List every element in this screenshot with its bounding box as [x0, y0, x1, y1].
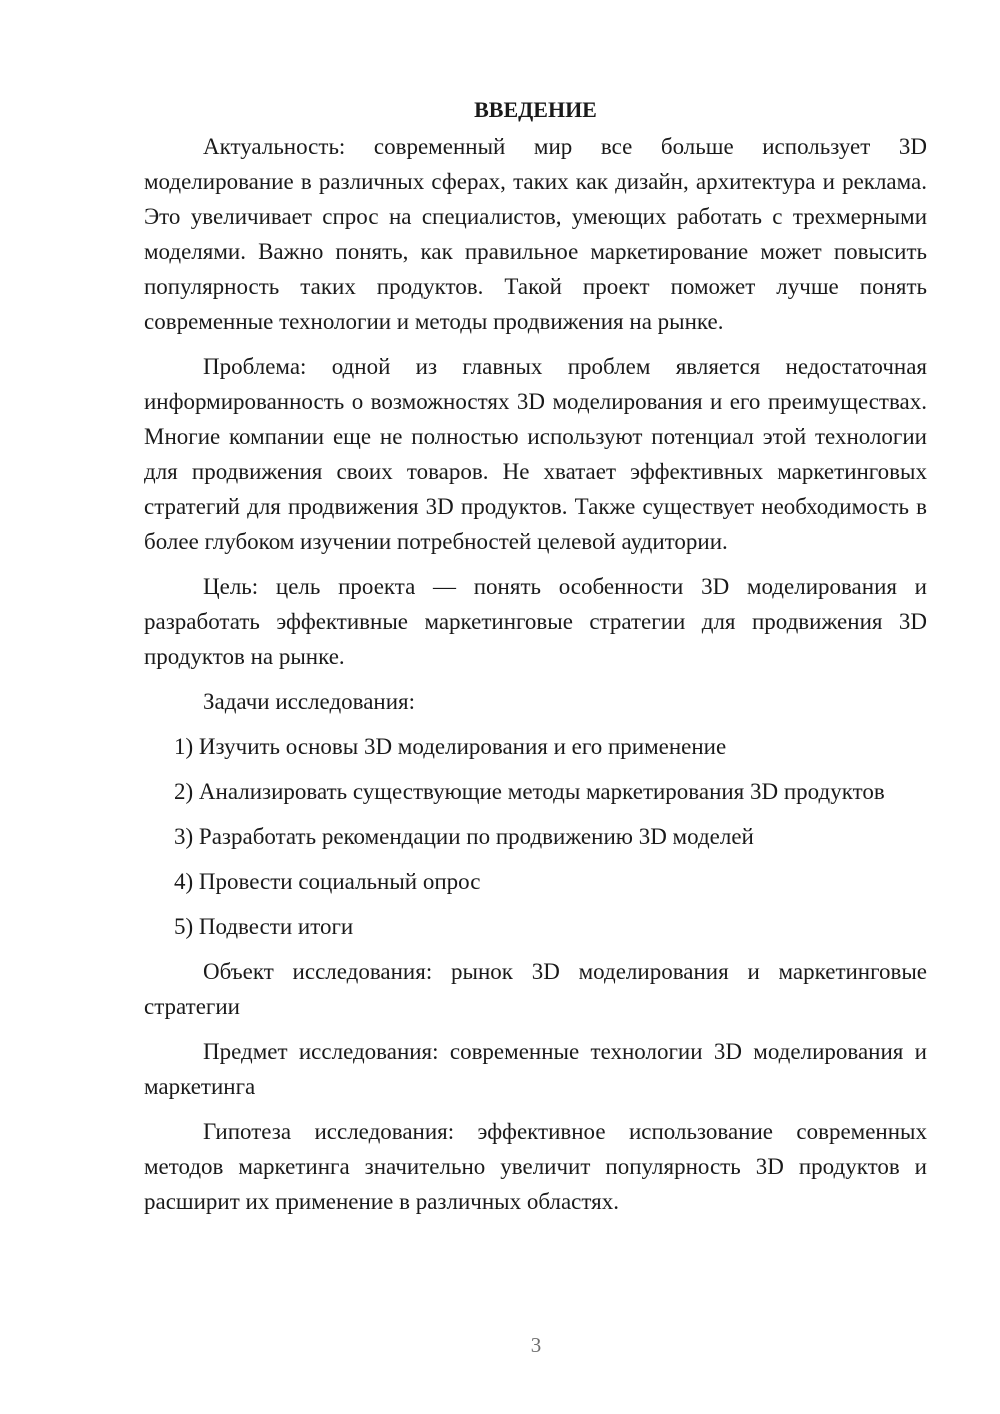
- object-paragraph: Объект исследования: рынок 3D моделирования и маркетинговые стратегии: [144, 959, 927, 1019]
- page-number: 3: [530, 1333, 542, 1357]
- task-item: 5) Подвести итоги: [174, 914, 354, 939]
- problem-paragraph: Проблема: одной из главных проблем является недостаточная информированность о возможностях 3D моделирования и его преимуществах. Многие компании еще не полностью используют потенциал этой технологии для продвижения своих товаров. Не хватает эффективных маркетинговых стратегий для продвижения 3D продуктов. Также существует необходимость в более глубоком изучении потребностей целевой аудитории.: [144, 354, 927, 554]
- task-item: 4) Провести социальный опрос: [174, 869, 481, 894]
- tasks-title: Задачи исследования:: [203, 689, 416, 714]
- goal-paragraph: Цель: цель проекта — понять особенности 3D моделирования и разработать эффективные маркетинговые стратегии для продвижения 3D продуктов на рынке.: [144, 574, 927, 669]
- section-heading: ВВЕДЕНИЕ: [474, 97, 597, 122]
- relevance-paragraph: Актуальность: современный мир все больше использует 3D моделирование в различных сферах, таких как дизайн, архитектура и реклама. Это увеличивает спрос на специалистов, умеющих работать с трехмерными моделями. Важно понять, как правильное маркетирование может повысить популярность таких продуктов. Такой проект поможет лучше понять современные технологии и методы продвижения на рынке.: [144, 134, 927, 334]
- task-item: 2) Анализировать существующие методы маркетирования 3D продуктов: [174, 779, 885, 804]
- page-content: [144, 92, 927, 1219]
- subject-paragraph: Предмет исследования: современные технологии 3D моделирования и маркетинга: [144, 1039, 927, 1099]
- task-item: 1) Изучить основы 3D моделирования и его применение: [174, 734, 727, 759]
- hypothesis-paragraph: Гипотеза исследования: эффективное использование современных методов маркетинга значительно увеличит популярность 3D продуктов и расширит их применение в различных областях.: [144, 1119, 927, 1214]
- task-item: 3) Разработать рекомендации по продвижению 3D моделей: [174, 824, 754, 849]
